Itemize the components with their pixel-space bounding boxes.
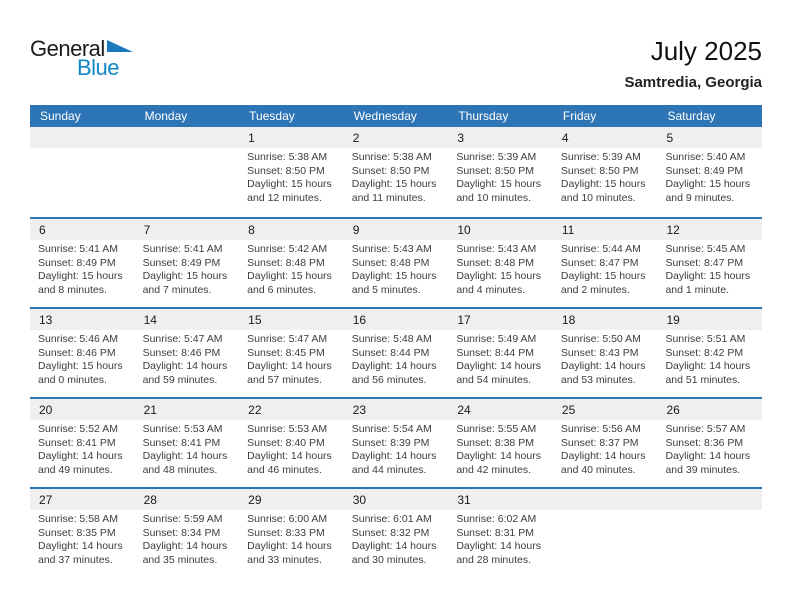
logo xyxy=(30,36,133,81)
sunset-text: Sunset: 8:41 PM xyxy=(38,436,116,449)
day-number: 9 xyxy=(344,219,449,240)
day-number: 19 xyxy=(657,309,762,330)
day-cell-21 xyxy=(135,399,240,487)
day-header-wednesday: Wednesday xyxy=(353,109,417,123)
sunrise-text: Sunrise: 5:50 AM xyxy=(560,333,641,345)
day-cell-11 xyxy=(553,219,658,307)
sunrise-text: Sunrise: 5:54 AM xyxy=(351,423,432,435)
day-details xyxy=(553,148,658,205)
day-details xyxy=(657,240,762,297)
day-details xyxy=(553,420,658,477)
daylight-text: Daylight: 14 hours xyxy=(456,360,541,372)
logo-triangle-icon xyxy=(107,40,133,52)
daylight-text: Daylight: 15 hours xyxy=(456,178,541,190)
sunrise-text: Sunrise: 5:46 AM xyxy=(38,333,118,345)
day-cell-25 xyxy=(553,399,658,487)
daylight-text: and 7 minutes. xyxy=(142,283,212,296)
sunset-text: Sunset: 8:50 PM xyxy=(560,164,639,177)
sunrise-text: Sunrise: 6:01 AM xyxy=(351,513,432,525)
daylight-text: and 44 minutes. xyxy=(351,463,427,476)
logo-text-general: General xyxy=(30,36,105,61)
daylight-text: Daylight: 15 hours xyxy=(38,360,123,372)
day-cell-23 xyxy=(344,399,449,487)
daylight-text: Daylight: 14 hours xyxy=(456,450,541,462)
day-number: 21 xyxy=(135,399,240,420)
calendar-weeks xyxy=(30,127,762,577)
sunset-text: Sunset: 8:33 PM xyxy=(247,526,325,539)
daylight-text: Daylight: 14 hours xyxy=(142,540,228,552)
sunset-text: Sunset: 8:45 PM xyxy=(247,346,325,359)
daylight-text: and 46 minutes. xyxy=(247,463,322,476)
sunset-text: Sunset: 8:37 PM xyxy=(560,436,639,449)
daylight-text: Daylight: 14 hours xyxy=(38,450,123,462)
sunrise-text: Sunrise: 5:45 AM xyxy=(665,243,746,255)
sunset-text: Sunset: 8:36 PM xyxy=(665,436,744,449)
sunset-text: Sunset: 8:31 PM xyxy=(456,526,534,539)
day-cell-13 xyxy=(30,309,135,397)
daylight-text: Daylight: 14 hours xyxy=(247,540,332,552)
daylight-text: Daylight: 14 hours xyxy=(247,360,332,372)
day-details xyxy=(30,240,135,297)
day-cell-3 xyxy=(448,127,553,217)
sunset-text: Sunset: 8:41 PM xyxy=(142,436,221,449)
day-details xyxy=(657,148,762,205)
logo-text-blue: Blue xyxy=(77,55,120,80)
sunrise-text: Sunrise: 5:48 AM xyxy=(351,333,432,345)
day-number: 20 xyxy=(30,399,135,420)
daylight-text: Daylight: 14 hours xyxy=(351,450,437,462)
day-details xyxy=(448,510,553,567)
daylight-text: Daylight: 15 hours xyxy=(38,270,123,282)
sunset-text: Sunset: 8:43 PM xyxy=(560,346,639,359)
day-cell-31 xyxy=(448,489,553,577)
day-number: 8 xyxy=(239,219,344,240)
daylight-text: and 33 minutes. xyxy=(247,553,322,566)
sunset-text: Sunset: 8:48 PM xyxy=(247,256,325,269)
daylight-text: and 12 minutes. xyxy=(247,191,322,204)
sunrise-text: Sunrise: 5:41 AM xyxy=(142,243,223,255)
day-details xyxy=(30,330,135,387)
day-details xyxy=(657,330,762,387)
daylight-text: and 54 minutes. xyxy=(456,373,532,386)
day-number: 23 xyxy=(344,399,449,420)
day-cell-20 xyxy=(30,399,135,487)
sunrise-text: Sunrise: 5:51 AM xyxy=(665,333,746,345)
day-cell-6 xyxy=(30,219,135,307)
daylight-text: Daylight: 15 hours xyxy=(247,178,332,190)
daylight-text: and 1 minute. xyxy=(665,283,730,296)
daylight-text: and 11 minutes. xyxy=(351,191,426,204)
sunrise-text: Sunrise: 5:55 AM xyxy=(456,423,537,435)
daylight-text: Daylight: 14 hours xyxy=(665,450,751,462)
day-header-sunday: Sunday xyxy=(40,109,81,123)
daylight-text: and 28 minutes. xyxy=(456,553,532,566)
day-cell-30 xyxy=(344,489,449,577)
day-number: 14 xyxy=(135,309,240,330)
sunset-text: Sunset: 8:48 PM xyxy=(456,256,534,269)
day-cell-29 xyxy=(239,489,344,577)
day-details xyxy=(448,330,553,387)
daylight-text: Daylight: 15 hours xyxy=(456,270,541,282)
sunset-text: Sunset: 8:49 PM xyxy=(665,164,744,177)
sunrise-text: Sunrise: 5:40 AM xyxy=(665,151,746,163)
day-number: 5 xyxy=(657,127,762,148)
week-row xyxy=(30,397,762,487)
daylight-text: Daylight: 15 hours xyxy=(560,270,646,282)
day-number: 16 xyxy=(344,309,449,330)
day-details xyxy=(135,510,240,567)
sunrise-text: Sunrise: 5:53 AM xyxy=(142,423,223,435)
daylight-text: Daylight: 14 hours xyxy=(38,540,123,552)
daylight-text: and 48 minutes. xyxy=(142,463,218,476)
day-details xyxy=(30,510,135,567)
daylight-text: and 35 minutes. xyxy=(142,553,218,566)
day-cell-10 xyxy=(448,219,553,307)
day-number: 11 xyxy=(553,219,658,240)
sunset-text: Sunset: 8:50 PM xyxy=(456,164,534,177)
daylight-text: and 10 minutes. xyxy=(456,191,532,204)
sunset-text: Sunset: 8:50 PM xyxy=(351,164,430,177)
day-number: 3 xyxy=(448,127,553,148)
day-cell-empty xyxy=(30,127,135,217)
sunrise-text: Sunrise: 5:57 AM xyxy=(665,423,746,435)
daylight-text: Daylight: 14 hours xyxy=(247,450,332,462)
day-number: 2 xyxy=(344,127,449,148)
sunrise-text: Sunrise: 5:43 AM xyxy=(456,243,537,255)
daylight-text: Daylight: 14 hours xyxy=(142,360,228,372)
day-header-friday: Friday xyxy=(562,109,597,123)
daylight-text: and 5 minutes. xyxy=(351,283,421,296)
daylight-text: Daylight: 15 hours xyxy=(351,270,437,282)
sunset-text: Sunset: 8:48 PM xyxy=(351,256,430,269)
day-number: 4 xyxy=(553,127,658,148)
day-number: 31 xyxy=(448,489,553,510)
daylight-text: and 0 minutes. xyxy=(38,373,107,386)
sunrise-text: Sunrise: 5:41 AM xyxy=(38,243,118,255)
daylight-text: and 10 minutes. xyxy=(560,191,636,204)
day-cell-28 xyxy=(135,489,240,577)
sunset-text: Sunset: 8:34 PM xyxy=(142,526,221,539)
day-header-tuesday: Tuesday xyxy=(249,109,295,123)
day-cell-5 xyxy=(657,127,762,217)
daylight-text: and 57 minutes. xyxy=(247,373,322,386)
day-details xyxy=(135,240,240,297)
day-cell-empty xyxy=(553,489,658,577)
day-number: 17 xyxy=(448,309,553,330)
day-number: 15 xyxy=(239,309,344,330)
week-row xyxy=(30,307,762,397)
day-number: 12 xyxy=(657,219,762,240)
day-number xyxy=(135,127,240,148)
sunset-text: Sunset: 8:46 PM xyxy=(38,346,116,359)
daylight-text: Daylight: 15 hours xyxy=(142,270,228,282)
daylight-text: and 2 minutes. xyxy=(560,283,630,296)
sunset-text: Sunset: 8:44 PM xyxy=(456,346,534,359)
daylight-text: and 53 minutes. xyxy=(560,373,636,386)
day-number: 29 xyxy=(239,489,344,510)
sunrise-text: Sunrise: 5:52 AM xyxy=(38,423,118,435)
month-title: July 2025 xyxy=(650,36,762,66)
day-cell-4 xyxy=(553,127,658,217)
week-row xyxy=(30,127,762,217)
sunrise-text: Sunrise: 5:59 AM xyxy=(142,513,223,525)
calendar xyxy=(30,105,762,577)
daylight-text: Daylight: 15 hours xyxy=(665,178,751,190)
daylight-text: and 49 minutes. xyxy=(38,463,113,476)
day-cell-9 xyxy=(344,219,449,307)
daylight-text: and 59 minutes. xyxy=(142,373,218,386)
title-block xyxy=(624,36,762,91)
sunset-text: Sunset: 8:32 PM xyxy=(351,526,430,539)
day-number: 18 xyxy=(553,309,658,330)
day-cell-16 xyxy=(344,309,449,397)
day-cell-17 xyxy=(448,309,553,397)
day-details xyxy=(30,420,135,477)
sunset-text: Sunset: 8:50 PM xyxy=(247,164,325,177)
day-cell-26 xyxy=(657,399,762,487)
day-number: 6 xyxy=(30,219,135,240)
day-details xyxy=(657,420,762,477)
week-row xyxy=(30,217,762,307)
day-details xyxy=(344,240,449,297)
day-cell-24 xyxy=(448,399,553,487)
daylight-text: Daylight: 14 hours xyxy=(142,450,228,462)
sunset-text: Sunset: 8:47 PM xyxy=(560,256,639,269)
daylight-text: Daylight: 14 hours xyxy=(351,540,437,552)
sunrise-text: Sunrise: 5:53 AM xyxy=(247,423,328,435)
page-header xyxy=(0,0,792,105)
day-details xyxy=(553,330,658,387)
sunrise-text: Sunrise: 5:39 AM xyxy=(456,151,537,163)
day-details xyxy=(448,420,553,477)
sunrise-text: Sunrise: 5:43 AM xyxy=(351,243,432,255)
sunrise-text: Sunrise: 5:44 AM xyxy=(560,243,641,255)
daylight-text: and 42 minutes. xyxy=(456,463,532,476)
day-cell-empty xyxy=(657,489,762,577)
day-number: 26 xyxy=(657,399,762,420)
day-details xyxy=(239,330,344,387)
sunset-text: Sunset: 8:44 PM xyxy=(351,346,430,359)
sunset-text: Sunset: 8:39 PM xyxy=(351,436,430,449)
sunrise-text: Sunrise: 5:47 AM xyxy=(142,333,223,345)
day-details xyxy=(239,420,344,477)
sunrise-text: Sunrise: 5:38 AM xyxy=(351,151,432,163)
sunset-text: Sunset: 8:42 PM xyxy=(665,346,744,359)
daylight-text: and 51 minutes. xyxy=(665,373,741,386)
daylight-text: and 39 minutes. xyxy=(665,463,741,476)
day-header-thursday: Thursday xyxy=(458,109,509,123)
day-cell-2 xyxy=(344,127,449,217)
day-details xyxy=(553,240,658,297)
day-header-saturday: Saturday xyxy=(667,109,716,123)
day-details xyxy=(344,420,449,477)
daylight-text: and 37 minutes. xyxy=(38,553,113,566)
sunset-text: Sunset: 8:47 PM xyxy=(665,256,744,269)
day-cell-18 xyxy=(553,309,658,397)
daylight-text: and 6 minutes. xyxy=(247,283,317,296)
day-number xyxy=(30,127,135,148)
sunset-text: Sunset: 8:49 PM xyxy=(38,256,116,269)
day-details xyxy=(344,510,449,567)
day-cell-1 xyxy=(239,127,344,217)
day-cell-14 xyxy=(135,309,240,397)
daylight-text: Daylight: 14 hours xyxy=(456,540,541,552)
day-cell-12 xyxy=(657,219,762,307)
daylight-text: Daylight: 15 hours xyxy=(665,270,751,282)
daylight-text: and 40 minutes. xyxy=(560,463,636,476)
daylight-text: Daylight: 15 hours xyxy=(247,270,332,282)
day-details xyxy=(239,240,344,297)
day-number: 25 xyxy=(553,399,658,420)
day-number xyxy=(553,489,658,510)
day-number: 28 xyxy=(135,489,240,510)
day-number: 27 xyxy=(30,489,135,510)
sunrise-text: Sunrise: 5:38 AM xyxy=(247,151,328,163)
sunrise-text: Sunrise: 5:56 AM xyxy=(560,423,641,435)
daylight-text: and 8 minutes. xyxy=(38,283,107,296)
daylight-text: Daylight: 14 hours xyxy=(560,360,646,372)
day-cell-8 xyxy=(239,219,344,307)
daylight-text: Daylight: 15 hours xyxy=(560,178,646,190)
day-number: 22 xyxy=(239,399,344,420)
sunrise-text: Sunrise: 6:02 AM xyxy=(456,513,537,525)
sunrise-text: Sunrise: 5:42 AM xyxy=(247,243,328,255)
sunset-text: Sunset: 8:40 PM xyxy=(247,436,325,449)
location-subtitle: Samtredia, Georgia xyxy=(624,74,762,91)
daylight-text: Daylight: 14 hours xyxy=(351,360,437,372)
day-number: 30 xyxy=(344,489,449,510)
day-cell-7 xyxy=(135,219,240,307)
daylight-text: Daylight: 14 hours xyxy=(665,360,751,372)
sunrise-text: Sunrise: 5:39 AM xyxy=(560,151,641,163)
calendar-header-row xyxy=(30,105,762,127)
day-number: 13 xyxy=(30,309,135,330)
day-cell-19 xyxy=(657,309,762,397)
sunset-text: Sunset: 8:38 PM xyxy=(456,436,534,449)
sunrise-text: Sunrise: 6:00 AM xyxy=(247,513,328,525)
daylight-text: and 56 minutes. xyxy=(351,373,427,386)
day-details xyxy=(344,148,449,205)
day-cell-15 xyxy=(239,309,344,397)
daylight-text: and 9 minutes. xyxy=(665,191,735,204)
daylight-text: and 4 minutes. xyxy=(456,283,526,296)
day-details xyxy=(239,148,344,205)
day-details xyxy=(135,420,240,477)
week-row xyxy=(30,487,762,577)
day-cell-27 xyxy=(30,489,135,577)
day-number: 10 xyxy=(448,219,553,240)
sunrise-text: Sunrise: 5:49 AM xyxy=(456,333,537,345)
day-number: 1 xyxy=(239,127,344,148)
day-details xyxy=(135,330,240,387)
day-details xyxy=(448,240,553,297)
daylight-text: Daylight: 14 hours xyxy=(560,450,646,462)
sunset-text: Sunset: 8:35 PM xyxy=(38,526,116,539)
daylight-text: Daylight: 15 hours xyxy=(351,178,437,190)
day-cell-22 xyxy=(239,399,344,487)
day-details xyxy=(448,148,553,205)
sunrise-text: Sunrise: 5:47 AM xyxy=(247,333,328,345)
day-number xyxy=(657,489,762,510)
sunrise-text: Sunrise: 5:58 AM xyxy=(38,513,118,525)
day-number: 24 xyxy=(448,399,553,420)
daylight-text: and 30 minutes. xyxy=(351,553,427,566)
day-header-monday: Monday xyxy=(144,109,188,123)
day-details xyxy=(344,330,449,387)
sunset-text: Sunset: 8:46 PM xyxy=(142,346,221,359)
day-cell-empty xyxy=(135,127,240,217)
sunset-text: Sunset: 8:49 PM xyxy=(142,256,221,269)
day-details xyxy=(239,510,344,567)
day-number: 7 xyxy=(135,219,240,240)
